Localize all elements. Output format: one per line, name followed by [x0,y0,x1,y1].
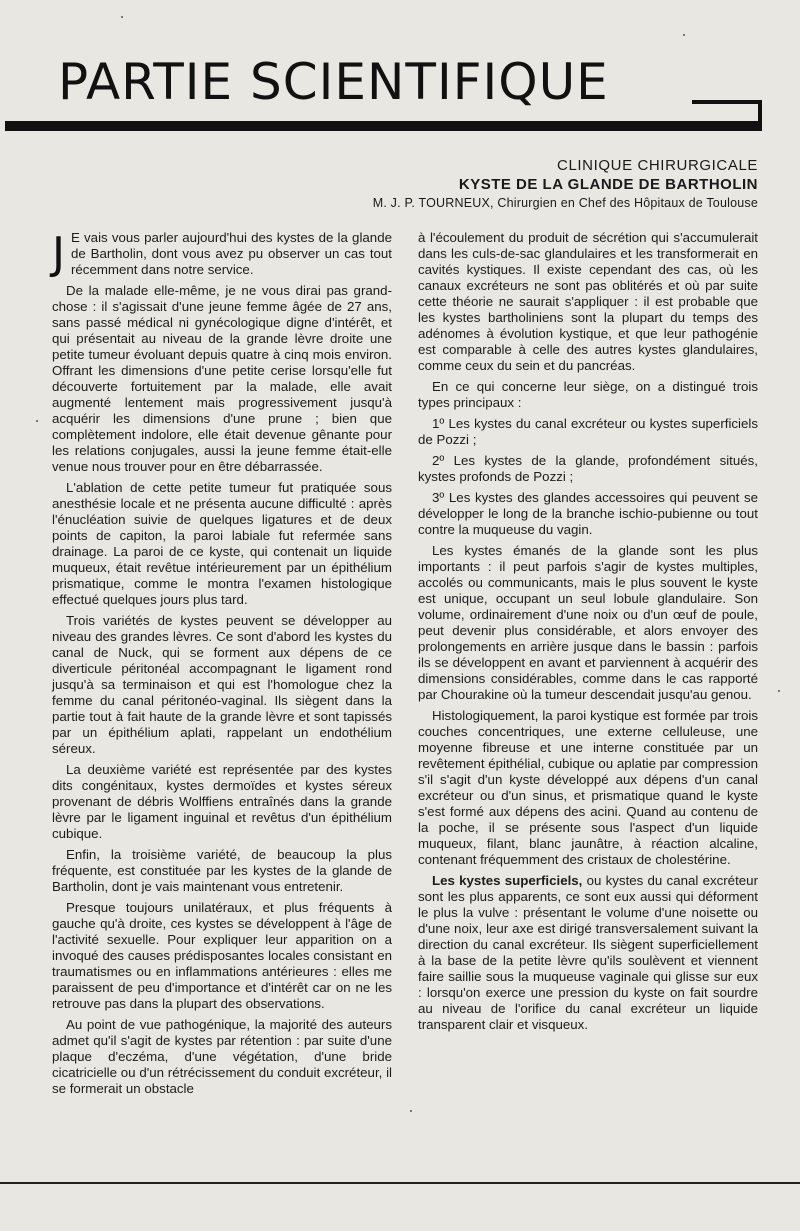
print-speck [683,34,685,36]
paragraph: De la malade elle-même, je ne vous dirai pas grand-chose : il s'agissait d'une jeune femme âgée de 27 ans, sans passé médical ni gynécologique digne d'intérêt, et qui présentait au niveau de la grande lèvre droite une petite tumeur évoluant depuis quatre à cinq mois environ. Offrant les dimensions d'une petite cerise lorsqu'elle fut découverte fortuitement par la malade, elle avait augmenté lentement mais progressivement jusqu'à acquérir les dimensions d'une prune ; bien que complètement indolore, elle était devenue gênante pour les relations conjugales, aussi la jeune femme était-elle venue nous trouver pour en être débarrassée. [52,283,392,474]
paragraph: Les kystes superficiels, ou kystes du canal excréteur sont les plus apparents, ce sont eux aussi qui déforment le plus la vulve : présentant le volume d'une noisette ou d'une noix, leur axe est dirigé transversalement suivant la direction du canal excréteur. Ils siègent superficiellement à la base de la petite lèvre qu'ils soulèvent et viennent faire saillie sous la muqueuse vaginale qui glisse sur eux : lorsqu'on exerce une pression du kyste on fait sourdre au niveau de l'orifice du canal excréteur un liquide transparent clair et visqueux. [418,873,758,1032]
right-column [418,230,758,1038]
paragraph: L'ablation de cette petite tumeur fut pratiquée sous anesthésie locale et ne présenta aucune difficulté : après l'énucléation suivie de quelques ligatures et de deux points de capiton, la paroi labiale fut refermée sans drainage. La paroi de ce kyste, qui contenait un liquide muqueux, était revêtue intérieurement par un épithélium prismatique, comme le montra l'examen histologique effectué quelques jours plus tard. [52,480,392,607]
print-speck [778,690,780,692]
print-speck [121,16,123,18]
list-item: 3º Les kystes des glandes accessoires qui peuvent se développer le long de la branche ischio-pubienne ou tout contre la muqueuse du vagin. [418,490,758,537]
paragraph: Au point de vue pathogénique, la majorité des auteurs admet qu'il s'agit de kystes par rétention : par suite d'une plaque d'eczéma, d'une végétation, d'une bride cicatricielle ou d'un rétrécissement du conduit excréteur, il se formerait un obstacle [52,1017,392,1096]
article-byline [373,156,758,212]
paragraph: Les kystes émanés de la glande sont les plus importants : il peut parfois s'agir de kystes multiples, accolés ou communicants, mais le plus souvent le kyste est unique, occupant un seul lobule glandulaire. Son volume, ordinairement d'une noix ou d'un œuf de poule, peut devenir plus considérable, et alors envoyer des prolongements en arrière jusque dans le bassin : parfois ils se développent en avant et parviennent à acquérir des dimensions considérables, comme dans le cas rapporté par Chourakine où la tumeur descendait jusqu'au genou. [418,543,758,702]
article-title: KYSTE DE LA GLANDE DE BARTHOLIN [458,176,758,193]
print-speck [410,1110,412,1112]
section-heading: PARTIE SCIENTIFIQUE [58,53,609,111]
left-column [52,230,392,1102]
list-item: 2º Les kystes de la glande, profondément situés, kystes profonds de Pozzi ; [418,453,758,484]
paragraph: Histologiquement, la paroi kystique est formée par trois couches concentriques, une externe celluleuse, une moyenne fibreuse et une interne constituée par un revêtement épithélial, cubique ou aplatie par compression s'il s'agit d'un kyste développé aux dépens d'un canal excréteur ou d'un sinus, et prismatique quand le kyste s'est formé aux dépens des acini. Quand au contenu de la poche, il se présente sous l'aspect d'un liquide muqueux, filant, blanc jaunâtre, à réaction alcaline, contenant fréquemment des cristaux de cholestérine. [418,708,759,867]
paragraph: La deuxième variété est représentée par des kystes dits congénitaux, kystes dermoïdes et kystes séreux provenant de débris Wolffiens entraînés dans la grande lèvre par le ligament inguinal et revêtus d'un épithélium cubique. [52,762,392,841]
paragraph: Trois variétés de kystes peuvent se développer au niveau des grandes lèvres. Ce sont d'abord les kystes du canal de Nuck, qui se forment aux dépens de ce diverticule péritonéal accompagnant le ligament rond jusqu'à sa terminaison et qui est l'homologue chez la femme du canal péritonéo-vaginal. Ils siègent dans la partie tout à fait haute de la grande lèvre et sont tapissés par un épithélium aplati, rappelant un endothélium séreux. [52,613,392,756]
bold-lead-in: Les kystes superficiels, [432,873,583,888]
article-author: M. J. P. TOURNEUX, Chirurgien en Chef des Hôpitaux de Toulouse [372,196,758,210]
print-speck [36,420,38,422]
heading-rule [5,121,762,131]
paragraph: Presque toujours unilatéraux, et plus fréquents à gauche qu'à droite, ces kystes se développent à l'âge de l'activité sexuelle. Pour expliquer leur apparition on a invoqué des causes prédisposantes locales consistant en traumatismes ou en inflammations antérieures : elles me paraissent de peu d'importance et d'intérêt car on ne les retrouve pas dans la plupart des observations. [52,900,392,1011]
paragraph: Enfin, la troisième variété, de beaucoup la plus fréquente, est constituée par les kystes de la glande de Bartholin, dont je vais maintenant vous entretenir. [52,847,392,894]
footer-rule [0,1182,800,1184]
article-section: CLINIQUE CHIRURGICALE [557,157,758,174]
drop-cap: J [52,228,65,279]
paragraph: à l'écoulement du produit de sécrétion qui s'accumulerait dans les culs-de-sac glandulaires et les transformerait en cavités kystiques. Il existe cependant des cas, où les canaux excréteurs ne sont pas oblitérés et où par suite cette théorie ne saurait s'appliquer : il est probable que les kystes bartholiniens sont la plupart du temps des adénomes à évolution kystique, et que leur pathogénie est comparable à celle des autres kystes glandulaires, comme ceux du sein et du pancréas. [418,230,758,373]
paragraph: En ce qui concerne leur siège, on a distingué trois types principaux : [418,379,758,410]
heading-rule-hook [692,100,762,104]
paragraph: J E vais vous parler aujourd'hui des kystes de la glande de Bartholin, dont vous avez pu observer un cas tout récemment dans notre service. [52,228,392,279]
list-item: 1º Les kystes du canal excréteur ou kystes superficiels de Pozzi ; [418,416,758,447]
